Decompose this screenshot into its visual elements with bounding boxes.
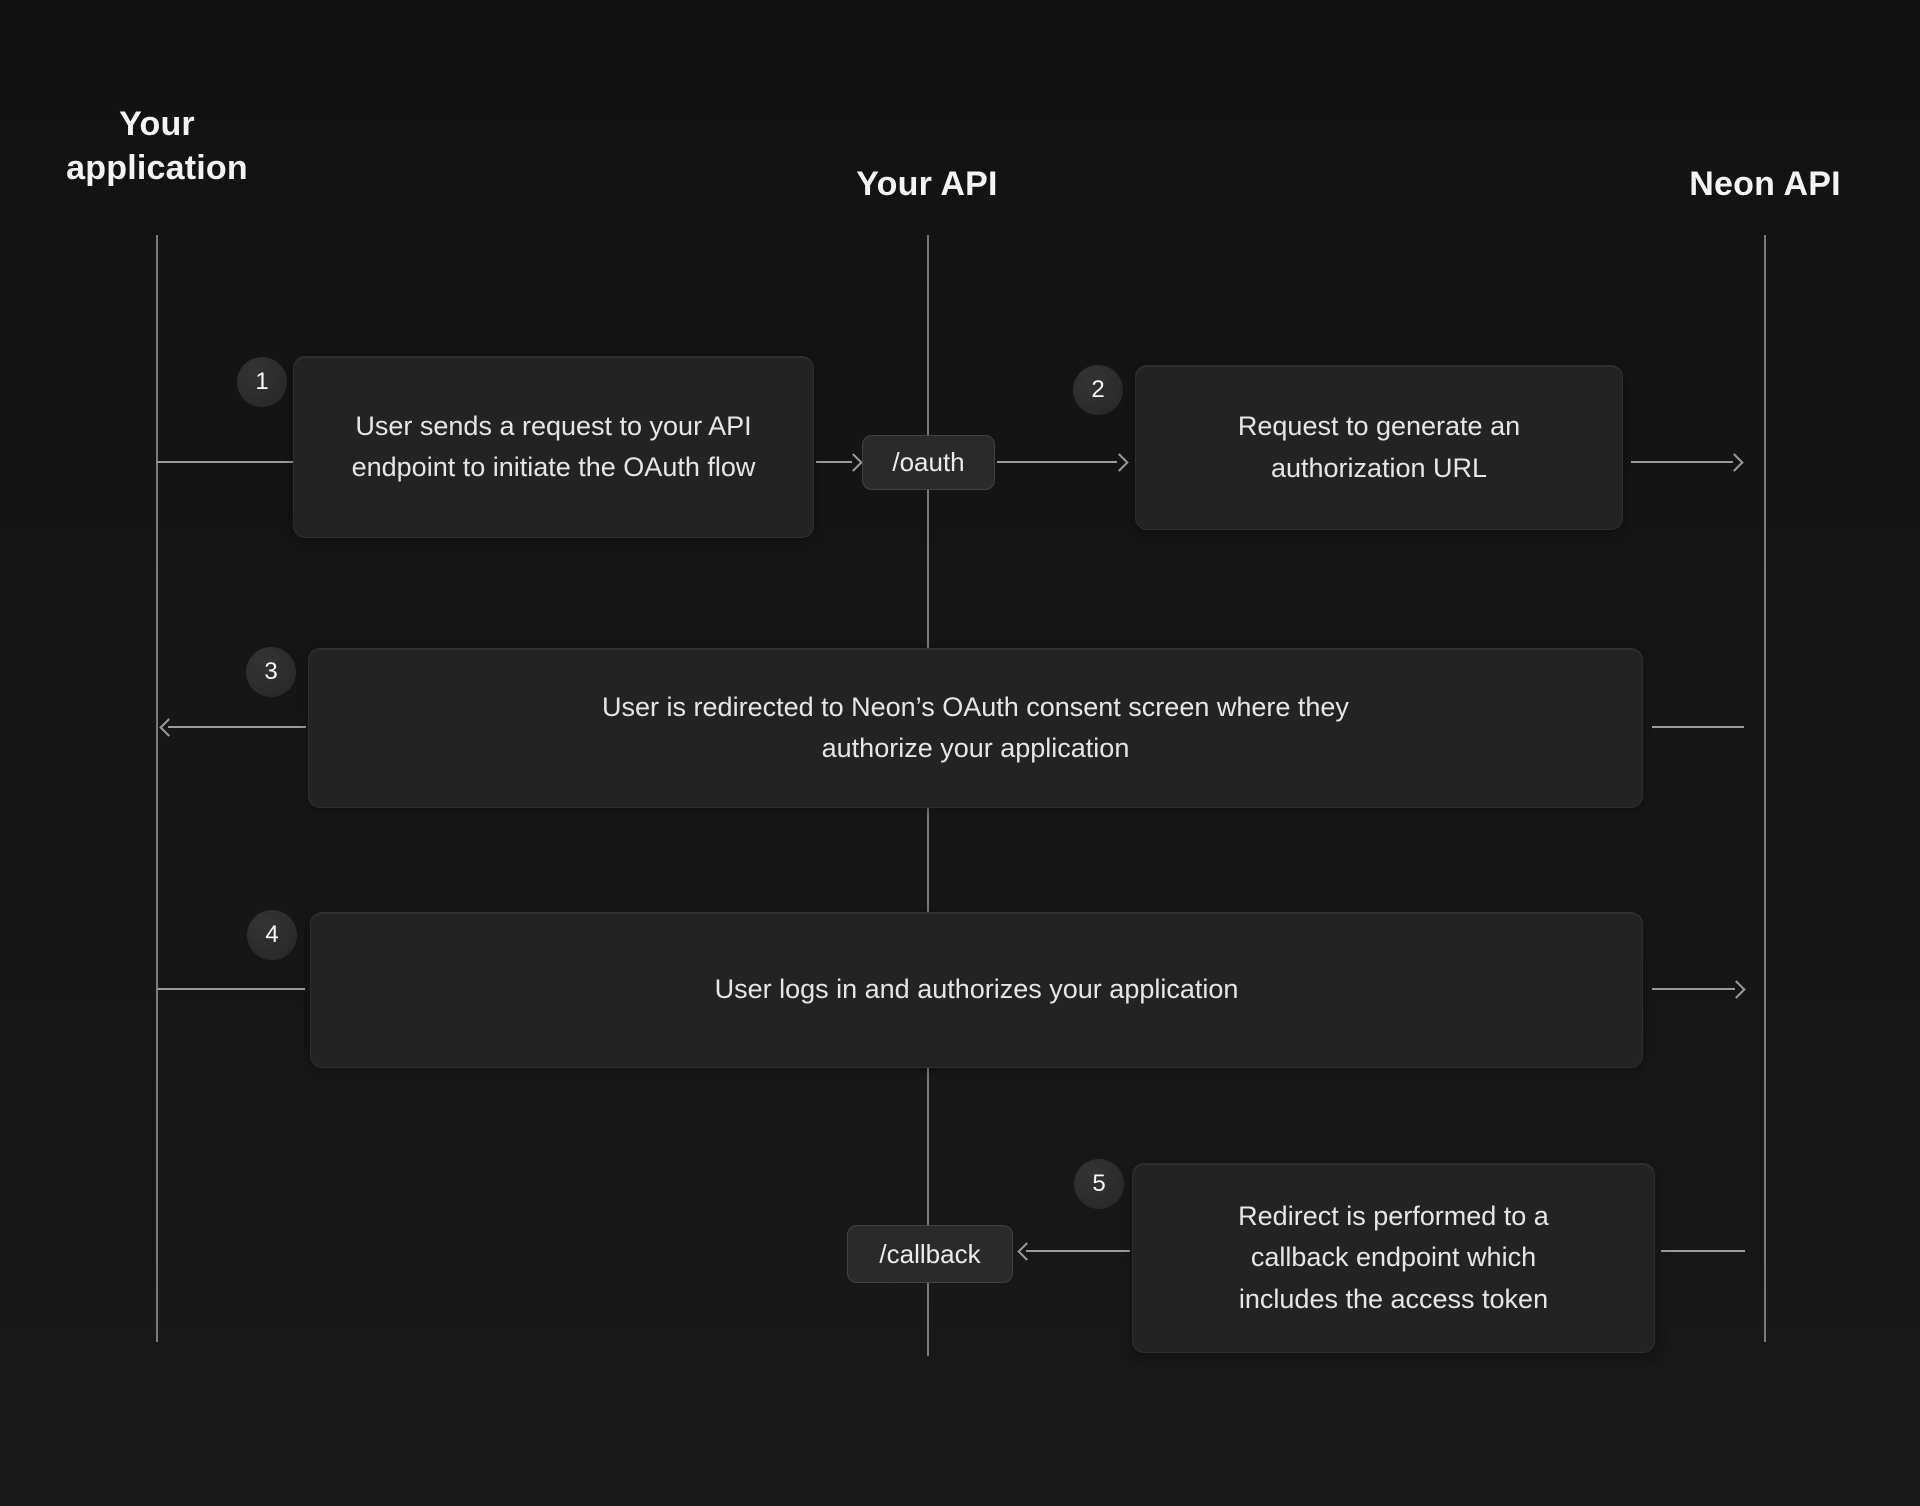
- step-5-box: [1132, 1163, 1655, 1353]
- arrow-oauth-to-step2: [997, 461, 1117, 463]
- connector-app-to-step4: [157, 988, 305, 990]
- arrow-step5-to-callback: [1026, 1250, 1130, 1252]
- arrow-step4-to-neon: [1652, 988, 1735, 990]
- step-1-text: User sends a request to your API endpoint to initiate the OAuth flow: [351, 410, 756, 482]
- arrowhead-right-icon: [1727, 980, 1745, 998]
- step-2-box: [1135, 365, 1623, 530]
- arrow-step2-to-neon: [1631, 461, 1733, 463]
- step-2-badge: 2: [1073, 365, 1123, 415]
- step-3-text: User is redirected to Neon’s OAuth consent screen where they authorize your application: [602, 691, 1349, 763]
- arrowhead-right-icon: [844, 453, 862, 471]
- step-4-box: [310, 912, 1643, 1068]
- connector-neon-to-step5: [1661, 1250, 1745, 1252]
- arrowhead-right-icon: [1110, 453, 1128, 471]
- step-1-badge: 1: [237, 357, 287, 407]
- connector-neon-to-step3: [1652, 726, 1744, 728]
- step-1-box: [293, 356, 814, 538]
- lifeline-neon-api: [1764, 235, 1766, 1342]
- step-3-box: [308, 648, 1643, 808]
- connector-app-to-step1: [157, 461, 293, 463]
- step-5-text: Redirect is performed to a callback endpoint which includes the access token: [1238, 1201, 1549, 1314]
- endpoint-callback-pill: /callback: [847, 1225, 1013, 1283]
- step-4-badge: 4: [247, 910, 297, 960]
- actor-your-application: Your application: [66, 105, 248, 187]
- step-2-text: Request to generate an authorization URL: [1237, 411, 1521, 483]
- actor-your-api: Your API: [856, 165, 998, 203]
- endpoint-oauth-pill: /oauth: [862, 435, 995, 490]
- arrowhead-right-icon: [1725, 453, 1743, 471]
- step-5-badge: 5: [1074, 1159, 1124, 1209]
- step-4-text: User logs in and authorizes your application: [714, 974, 1239, 1005]
- lifeline-your-application: [156, 235, 158, 1342]
- actor-neon-api: Neon API: [1689, 165, 1841, 203]
- step-3-badge: 3: [246, 647, 296, 697]
- arrow-step3-to-app: [168, 726, 306, 728]
